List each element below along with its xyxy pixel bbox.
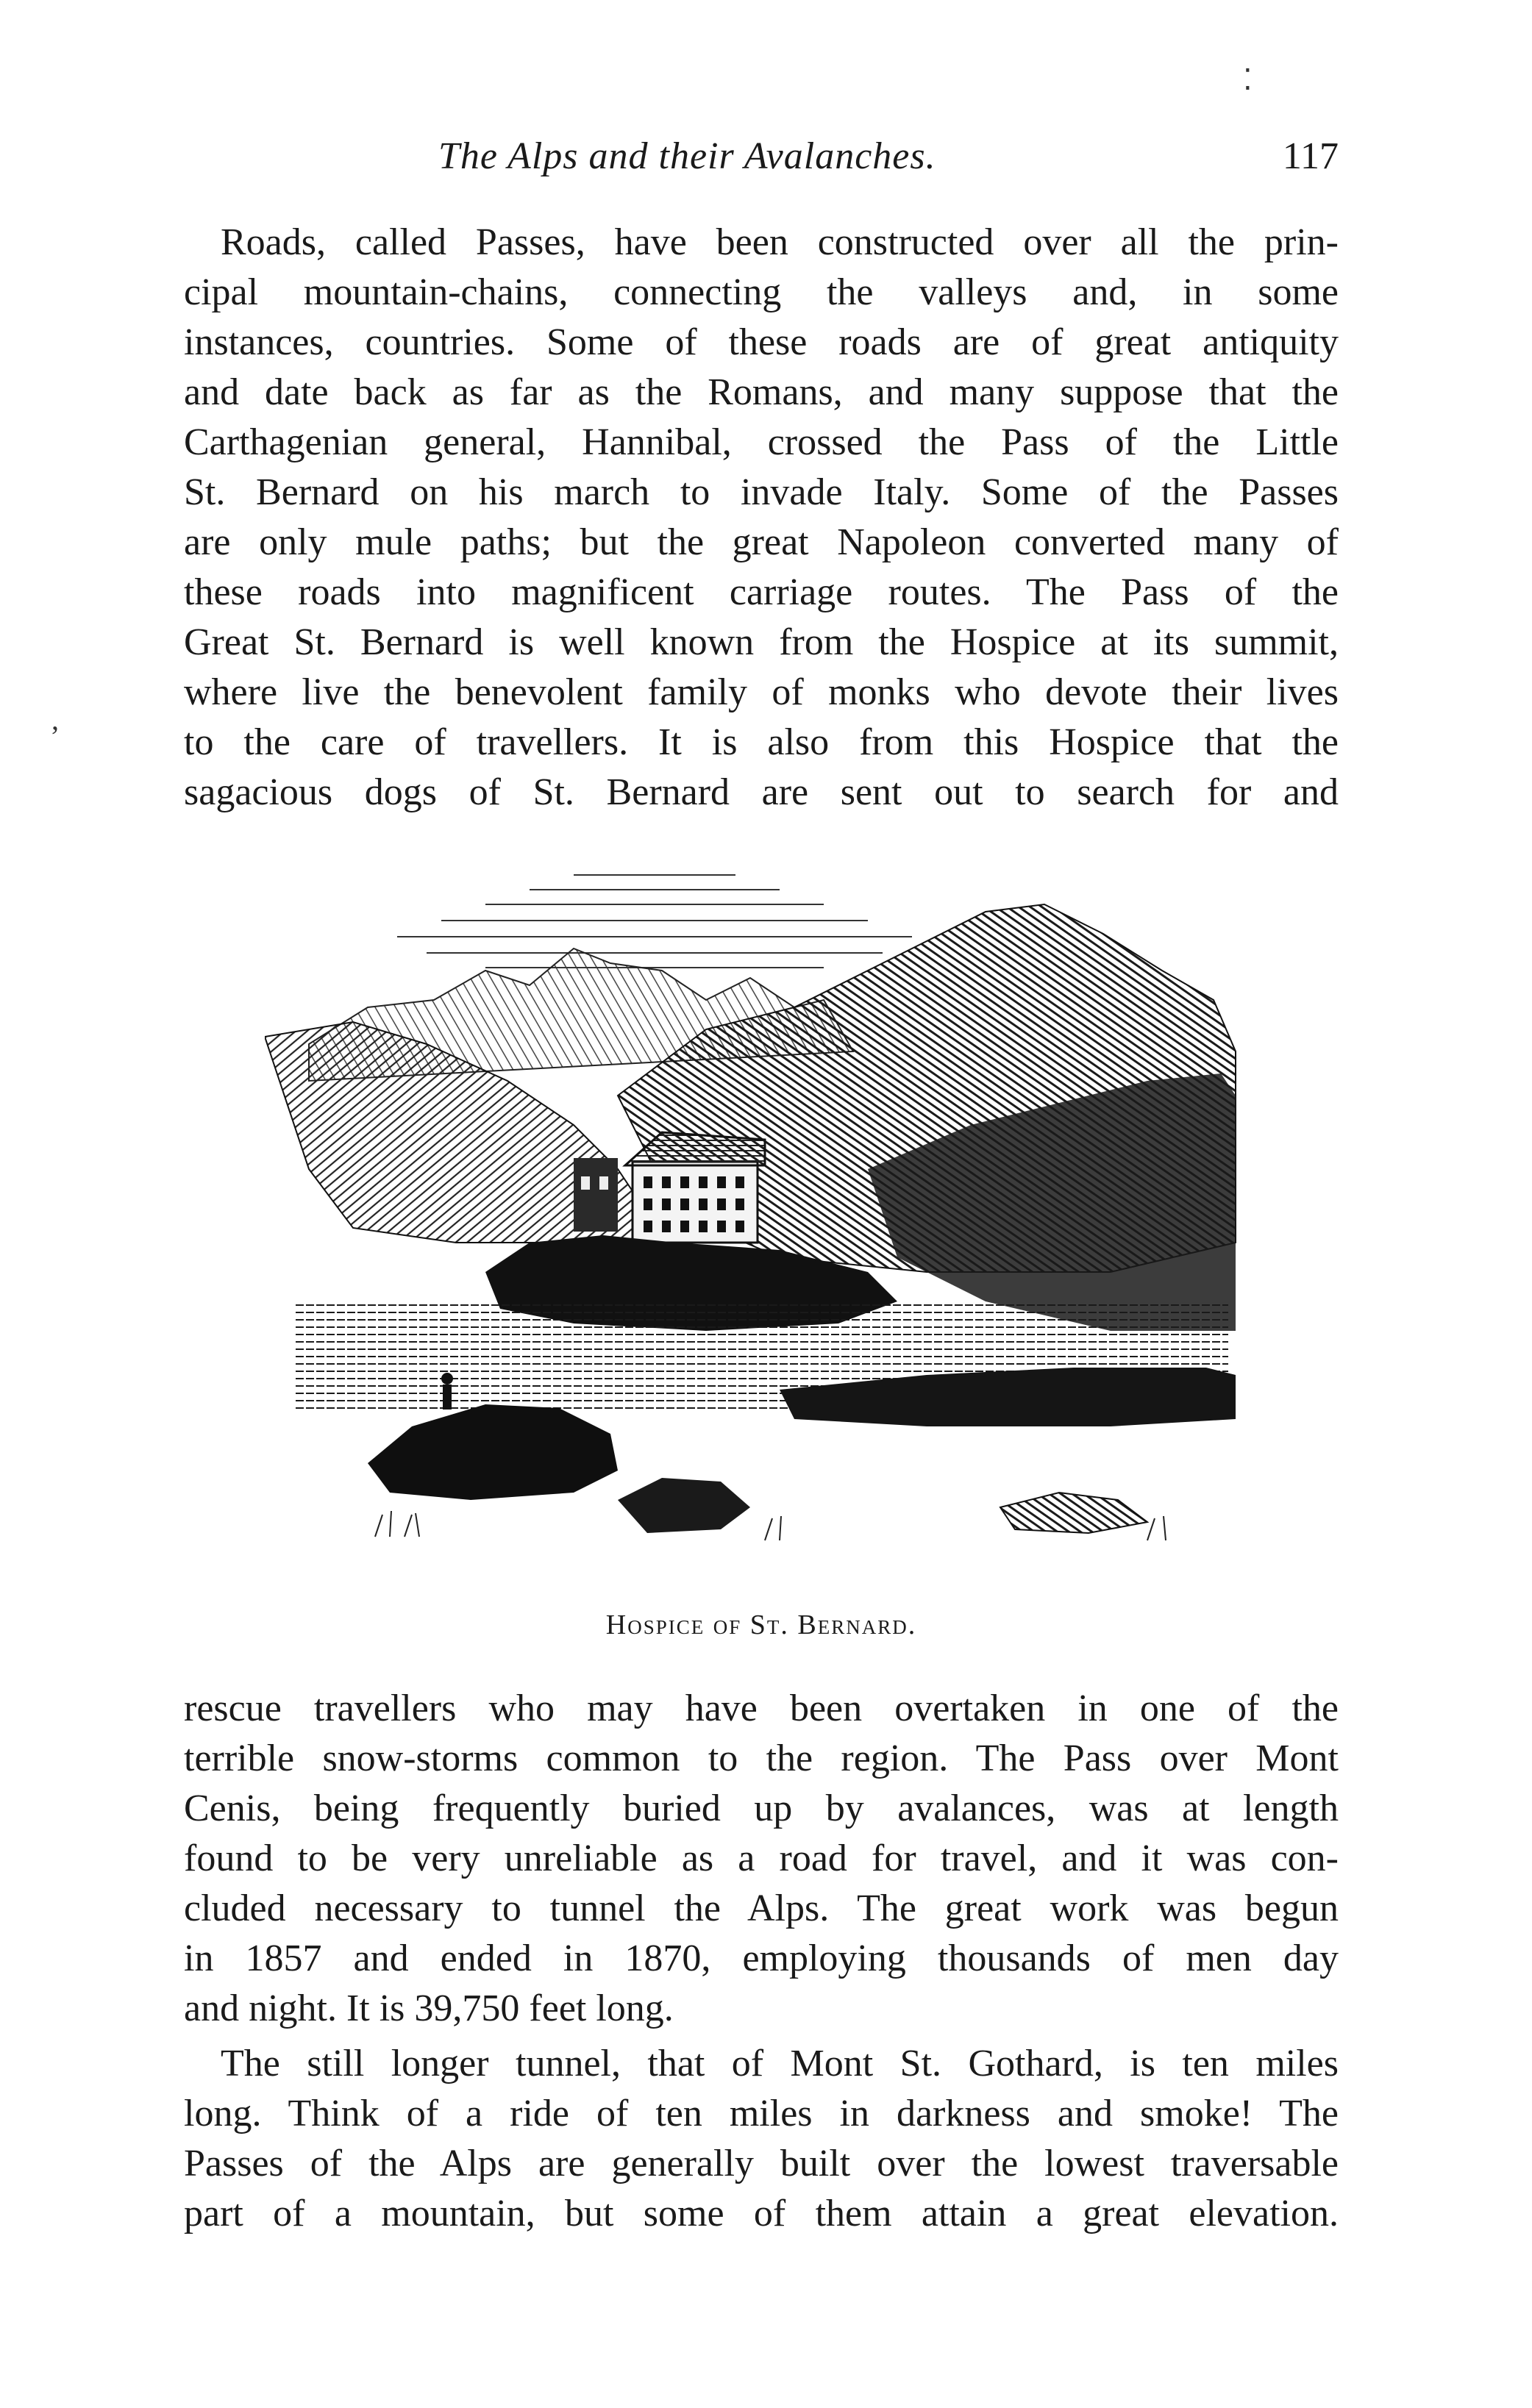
figure-caption: Hospice of St. Bernard.	[605, 1609, 917, 1640]
paragraph-2	[184, 1684, 1339, 2034]
text-line: Passes of the Alps are generally built over the lowest traversable	[184, 2143, 1339, 2184]
text-line: instances, countries. Some of these roads are of great antiquity	[184, 321, 1339, 363]
paragraph-1	[184, 218, 1339, 818]
page-number: 117	[1282, 135, 1339, 177]
paragraph-3	[184, 2039, 1339, 2239]
margin-mark: ⁚	[1243, 63, 1253, 96]
text-line: terrible snow-storms common to the region. The Pass over Mont	[184, 1737, 1339, 1779]
text-line: sagacious dogs of St. Bernard are sent out to search for and	[184, 771, 1339, 813]
text-line: Roads, called Passes, have been constructed over all the prin-	[221, 221, 1339, 263]
hospice-building	[574, 1132, 765, 1243]
page-header	[184, 131, 1339, 182]
text-line: are only mule paths; but the great Napoleon converted many of	[184, 521, 1339, 563]
text-line: where live the benevolent family of monks who devote their lives	[184, 671, 1339, 713]
running-title: The Alps and their Avalanches.	[438, 135, 936, 177]
text-line: in 1857 and ended in 1870, employing thousands of men day	[184, 1937, 1339, 1979]
right-foreground-rock	[1000, 1493, 1147, 1533]
text-line: and night. It is 39,750 feet long.	[184, 1987, 674, 2029]
text-line: cipal mountain-chains, connecting the valleys and, in some	[184, 271, 1339, 313]
text-line: to the care of travellers. It is also from this Hospice that the	[184, 721, 1339, 763]
text-line: Carthagenian general, Hannibal, crossed the Pass of the Little	[184, 421, 1339, 463]
text-line: The still longer tunnel, that of Mont St. Gothard, is ten miles	[221, 2043, 1339, 2084]
text-line: cluded necessary to tunnel the Alps. The great work was begun	[184, 1887, 1339, 1929]
foreground-boulder	[368, 1404, 618, 1500]
text-line: these roads into magnificent carriage routes. The Pass of the	[184, 571, 1339, 613]
text-line: and date back as far as the Romans, and many suppose that the	[184, 371, 1339, 413]
traveller-figure	[441, 1373, 453, 1410]
text-line: long. Think of a ride of ten miles in darkness and smoke! The	[184, 2093, 1339, 2134]
text-line: Cenis, being frequently buried up by avalances, was at length	[184, 1787, 1339, 1829]
text-line: St. Bernard on his march to invade Italy. Some of the Passes	[184, 471, 1339, 513]
engraving-illustration	[265, 860, 1243, 1581]
margin-mark: ,	[51, 703, 59, 736]
hospice-engraving	[265, 860, 1243, 1581]
text-line: rescue travellers who may have been overtaken in one of the	[184, 1687, 1339, 1729]
text-line: found to be very unreliable as a road for travel, and it was con-	[184, 1837, 1339, 1879]
sky-lines	[397, 875, 912, 968]
text-line: part of a mountain, but some of them attain a great elevation.	[184, 2193, 1339, 2234]
foreground-rock	[618, 1478, 750, 1533]
text-line: Great St. Bernard is well known from the Hospice at its summit,	[184, 621, 1339, 663]
